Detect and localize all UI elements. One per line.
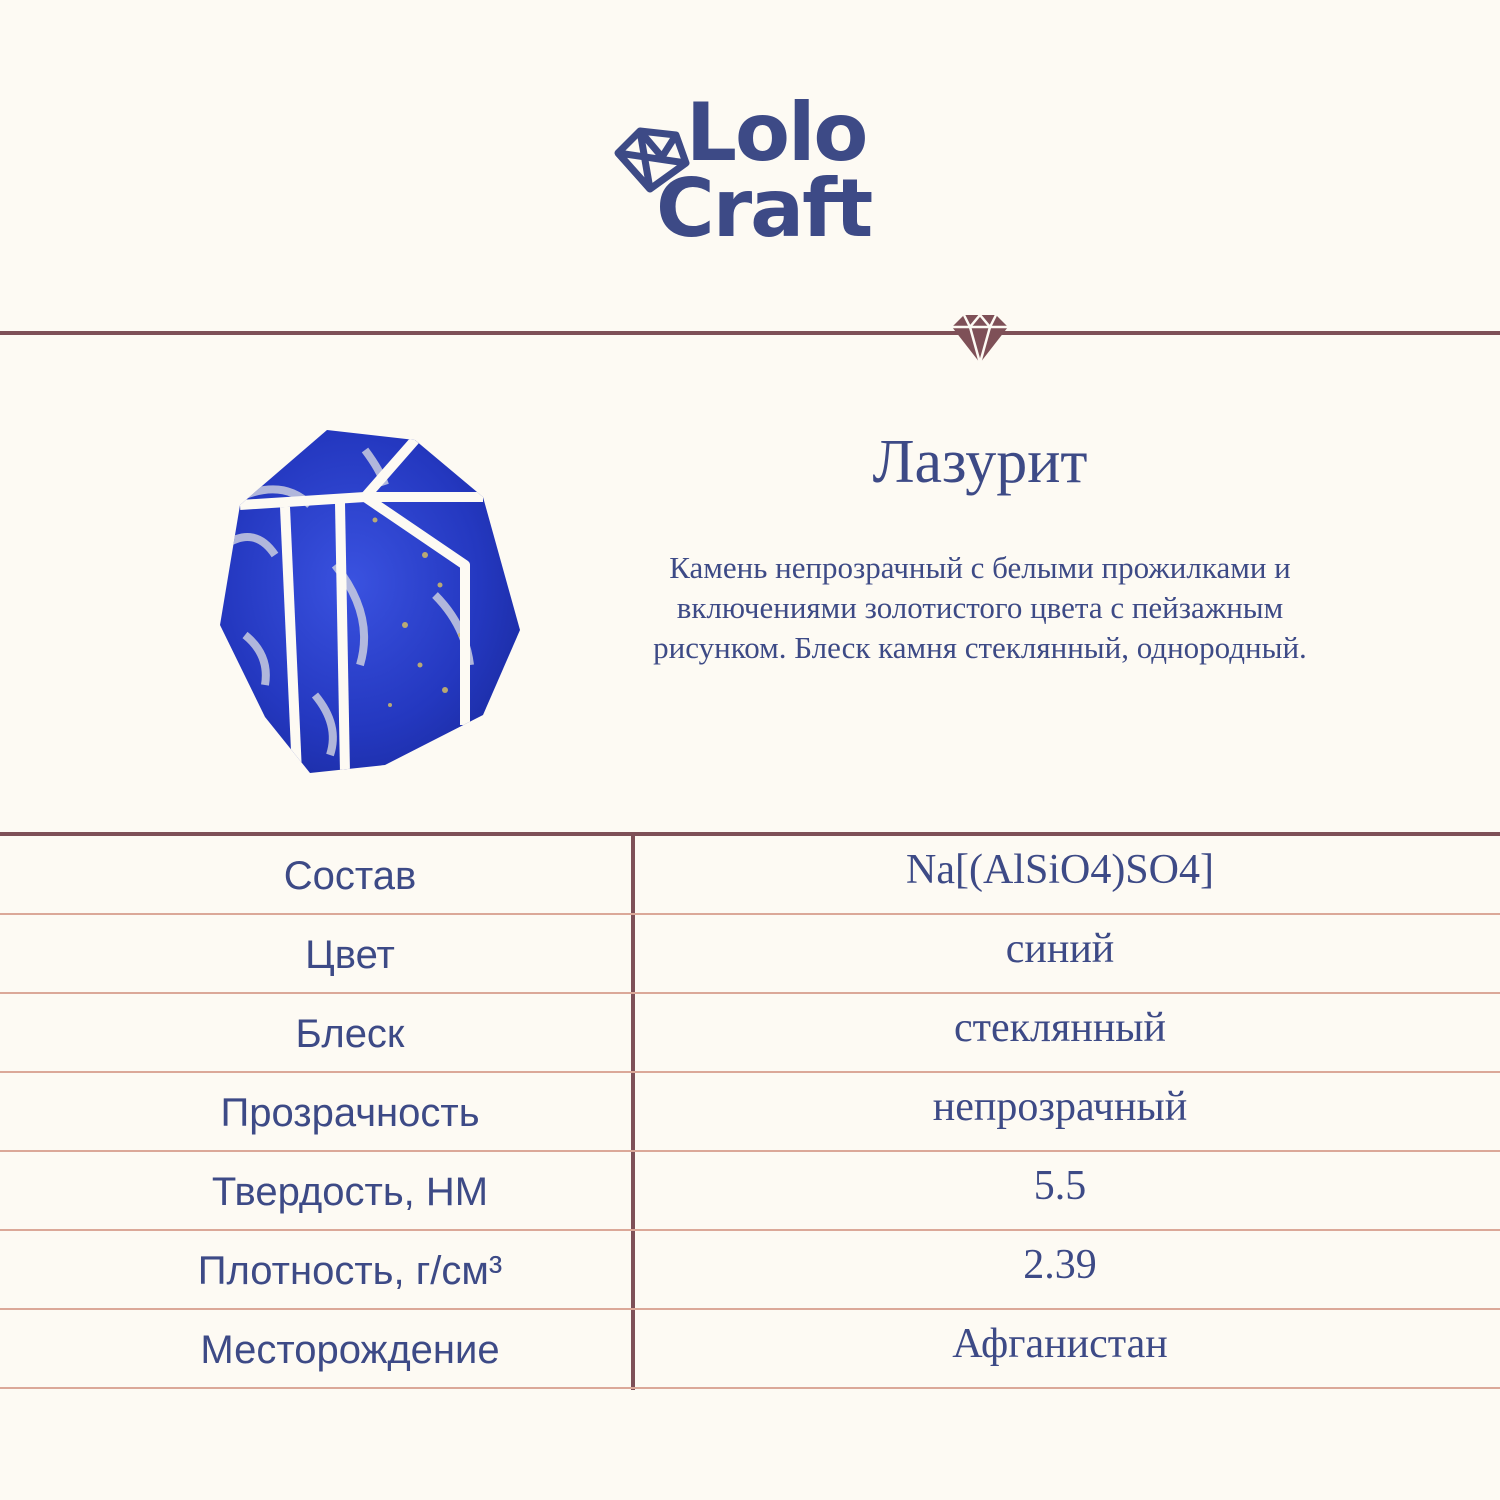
stone-name: Лазурит bbox=[872, 428, 1088, 496]
property-label: Месторождение bbox=[200, 1328, 500, 1372]
property-label: Прозрачность bbox=[220, 1091, 480, 1135]
property-value: 5.5 bbox=[1033, 1163, 1087, 1209]
diamond-icon bbox=[948, 313, 1012, 365]
section-divider bbox=[0, 331, 1500, 335]
table-row bbox=[0, 1310, 1500, 1389]
property-label: Цвет bbox=[305, 933, 395, 977]
table-row bbox=[0, 1231, 1500, 1310]
property-value: Афганистан bbox=[952, 1321, 1168, 1367]
table-row bbox=[0, 1073, 1500, 1152]
table-row bbox=[0, 1152, 1500, 1231]
table-row bbox=[0, 994, 1500, 1073]
brand-name bbox=[656, 86, 872, 255]
lapis-lazuli-stone-illustration bbox=[215, 425, 520, 775]
brand-logo bbox=[610, 86, 900, 260]
brand-line-2: Craft bbox=[656, 162, 872, 255]
property-label: Состав bbox=[283, 854, 417, 898]
property-value: 2.39 bbox=[1023, 1242, 1097, 1288]
brand-line-1: Lolo bbox=[686, 86, 867, 179]
table-row bbox=[0, 836, 1500, 915]
property-label: Блеск bbox=[295, 1012, 405, 1056]
property-value: непрозрачный bbox=[932, 1084, 1188, 1130]
property-label: Твердость, НМ bbox=[211, 1170, 489, 1214]
property-value: стеклянный bbox=[954, 1005, 1166, 1051]
stone-description: Камень непрозрачный с белыми прожилками и включениями золотистого цвета с пейзажным рисунком. Блеск камня стеклянный, однородный. bbox=[653, 550, 1307, 665]
properties-table bbox=[0, 836, 1500, 1389]
property-value: синий bbox=[1005, 926, 1115, 972]
property-value: Na[(AlSiO4)SO4] bbox=[906, 847, 1214, 893]
property-label: Плотность, г/см³ bbox=[197, 1249, 503, 1293]
table-row bbox=[0, 915, 1500, 994]
